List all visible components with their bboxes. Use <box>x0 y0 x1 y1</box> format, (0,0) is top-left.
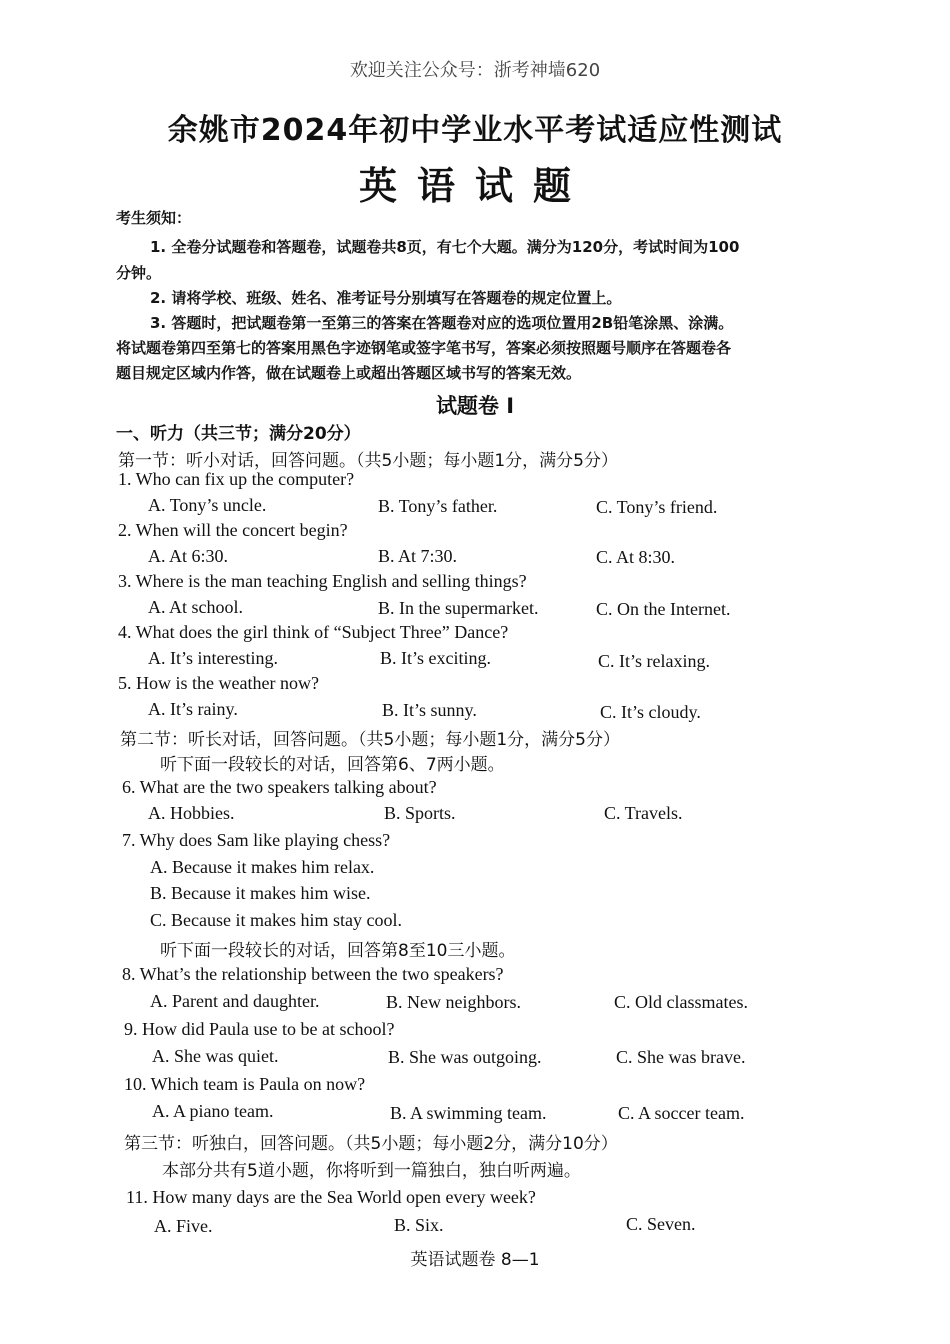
notice-line: 将试题卷第四至第七的答案用黑色字迹钢笔或签字笔书写，答案必须按照题号顺序在答题卷各 <box>116 339 732 357</box>
option-b: B. Sports. <box>384 803 456 823</box>
question-11: 11. How many days are the Sea World open every week? <box>126 1187 536 1207</box>
question-10: 10. Which team is Paula on now? <box>124 1074 366 1094</box>
option-a: A. It’s rainy. <box>148 699 238 719</box>
notice-line: 题目规定区域内作答，做在试题卷上或超出答题区域书写的答案无效。 <box>116 364 582 382</box>
header-note: 欢迎关注公众号：浙考神墙620 <box>349 60 601 81</box>
question-5: 5. How is the weather now? <box>118 673 319 693</box>
notice-line: 1. 全卷分试题卷和答题卷，试题卷共8页，有七个大题。满分为120分，考试时间为100 <box>150 238 740 256</box>
option-a: A. It’s interesting. <box>148 648 278 668</box>
notice-line: 分钟。 <box>116 264 162 282</box>
section-one-heading: 第一节：听小对话，回答问题。（共5小题；每小题1分，满分5分） <box>118 451 618 471</box>
option-a: A. At school. <box>148 597 244 617</box>
option-c: C. Tony’s friend. <box>596 497 718 517</box>
section-three-heading: 第三节：听独白，回答问题。（共5小题；每小题2分，满分10分） <box>124 1134 618 1154</box>
option-b: B. Six. <box>394 1215 444 1235</box>
question-4: 4. What does the girl think of “Subject Three” Dance? <box>118 622 509 642</box>
option-c: C. It’s relaxing. <box>598 651 710 671</box>
option-a: A. Hobbies. <box>148 803 235 823</box>
option-a: A. At 6:30. <box>148 546 229 566</box>
option-b: B. Tony’s father. <box>378 496 498 516</box>
section-two-note: 听下面一段较长的对话，回答第6、7两小题。 <box>160 755 505 775</box>
option-b: B. New neighbors. <box>386 992 521 1012</box>
part-one-heading: 一、听力（共三节；满分20分） <box>116 424 361 444</box>
question-3: 3. Where is the man teaching English and selling things? <box>118 571 527 591</box>
exam-subtitle: 英语试题 <box>358 164 591 208</box>
option-a: A. Five. <box>154 1216 213 1236</box>
page-footer: 英语试题卷 8—1 <box>410 1250 540 1270</box>
section-two-note: 听下面一段较长的对话，回答第8至10三小题。 <box>160 941 516 961</box>
question-2: 2. When will the concert begin? <box>118 520 348 540</box>
notice-line: 2. 请将学校、班级、姓名、准考证号分别填写在答题卷的规定位置上。 <box>150 289 622 307</box>
option-a: A. A piano team. <box>152 1101 274 1121</box>
option-c: C. On the Internet. <box>596 599 731 619</box>
option-a: A. She was quiet. <box>152 1046 279 1066</box>
option-b: B. At 7:30. <box>378 546 458 566</box>
option-b: B. It’s sunny. <box>382 700 477 720</box>
option-c: C. Seven. <box>626 1214 696 1234</box>
notice-heading: 考生须知： <box>116 209 192 227</box>
option-a: A. Tony’s uncle. <box>148 495 267 515</box>
option-c: C. At 8:30. <box>596 547 676 567</box>
option-a: A. Because it makes him relax. <box>150 857 375 877</box>
section-title: 试题卷 Ⅰ <box>435 394 515 418</box>
question-8: 8. What’s the relationship between the two speakers? <box>122 964 504 984</box>
section-three-note: 本部分共有5道小题，你将听到一篇独白，独白听两遍。 <box>162 1161 581 1181</box>
section-two-heading: 第二节：听长对话，回答问题。（共5小题；每小题1分，满分5分） <box>120 730 620 750</box>
question-1: 1. Who can fix up the computer? <box>118 469 355 489</box>
option-b: B. A swimming team. <box>390 1103 547 1123</box>
option-c: C. A soccer team. <box>618 1103 745 1123</box>
option-c: C. Old classmates. <box>614 992 748 1012</box>
option-b: B. She was outgoing. <box>388 1047 542 1067</box>
option-b: B. In the supermarket. <box>378 598 539 618</box>
option-b: B. It’s exciting. <box>380 648 491 668</box>
question-7: 7. Why does Sam like playing chess? <box>122 830 391 850</box>
exam-title: 余姚市2024年初中学业水平考试适应性测试 <box>167 113 783 148</box>
question-6: 6. What are the two speakers talking about? <box>122 777 437 797</box>
option-a: A. Parent and daughter. <box>150 991 320 1011</box>
question-9: 9. How did Paula use to be at school? <box>124 1019 395 1039</box>
option-c: C. It’s cloudy. <box>600 702 701 722</box>
option-b: B. Because it makes him wise. <box>150 883 371 903</box>
option-c: C. She was brave. <box>616 1047 746 1067</box>
notice-line: 3. 答题时，把试题卷第一至第三的答案在答题卷对应的选项位置用2B铅笔涂黑、涂满。 <box>150 314 734 332</box>
option-c: C. Because it makes him stay cool. <box>150 910 402 930</box>
option-c: C. Travels. <box>604 803 683 823</box>
